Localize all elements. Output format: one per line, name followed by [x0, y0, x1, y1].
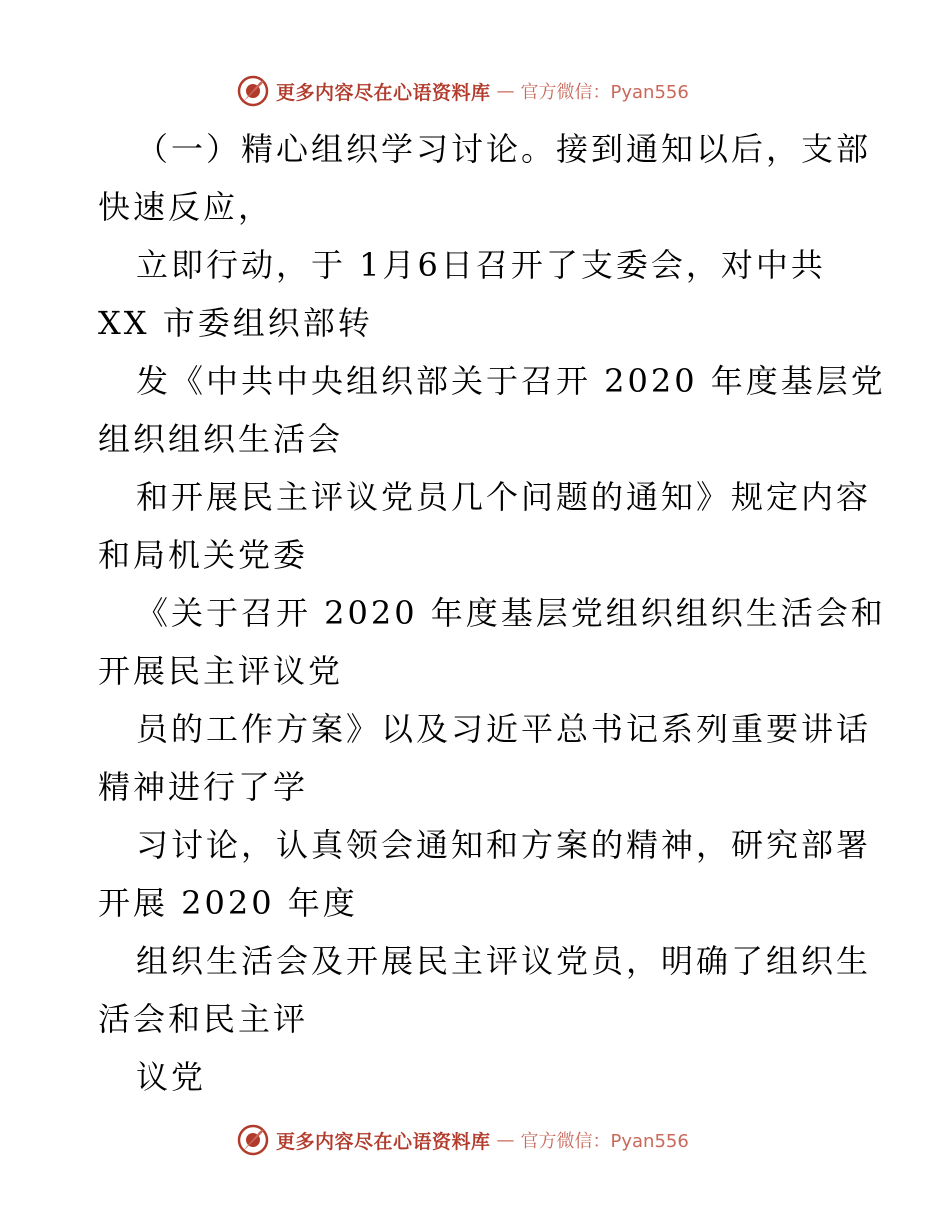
document-body [98, 120, 886, 1106]
watermark-main-text: 更多内容尽在心语资料库 [276, 1130, 491, 1153]
text-line: 开展 2020 年度 [98, 884, 358, 922]
text-line: 活会和民主评 [98, 1000, 309, 1038]
text-line: 立即行动，于 1月6日召开了支委会，对中共 [136, 246, 826, 284]
text-line: （一）精心组织学习讨论。接到通知以后，支部 [136, 130, 872, 168]
text-line: 议党 [136, 1058, 207, 1096]
feather-logo-icon [236, 1123, 270, 1157]
text-line: 习讨论，认真领会通知和方案的精神，研究部署 [136, 826, 872, 864]
watermark-dash: — [496, 1129, 515, 1151]
text-line: 开展民主评议党 [98, 652, 344, 690]
text-line: 发《中共中央组织部关于召开 2020 年度基层党 [136, 362, 886, 400]
text-line: 组织生活会及开展民主评议党员，明确了组织生 [136, 942, 872, 980]
text-line: 和局机关党委 [98, 536, 309, 574]
watermark-sub-text: 官方微信：Pyan556 [520, 1131, 689, 1152]
text-line: 组织组织生活会 [98, 420, 344, 458]
watermark-sub-text: 官方微信：Pyan556 [520, 82, 689, 103]
watermark-main-text: 更多内容尽在心语资料库 [276, 81, 491, 104]
text-line: 《关于召开 2020 年度基层党组织组织生活会和 [136, 594, 886, 632]
text-line: XX 市委组织部转 [98, 304, 373, 342]
header-watermark [236, 72, 689, 110]
text-line: 和开展民主评议党员几个问题的通知》规定内容 [136, 478, 872, 516]
text-line: 精神进行了学 [98, 768, 309, 806]
watermark-dash: — [496, 80, 515, 102]
text-line: 员的工作方案》以及习近平总书记系列重要讲话 [136, 710, 872, 748]
feather-logo-icon [236, 74, 270, 108]
text-line: 快速反应， [98, 188, 274, 226]
footer-watermark [236, 1121, 689, 1159]
